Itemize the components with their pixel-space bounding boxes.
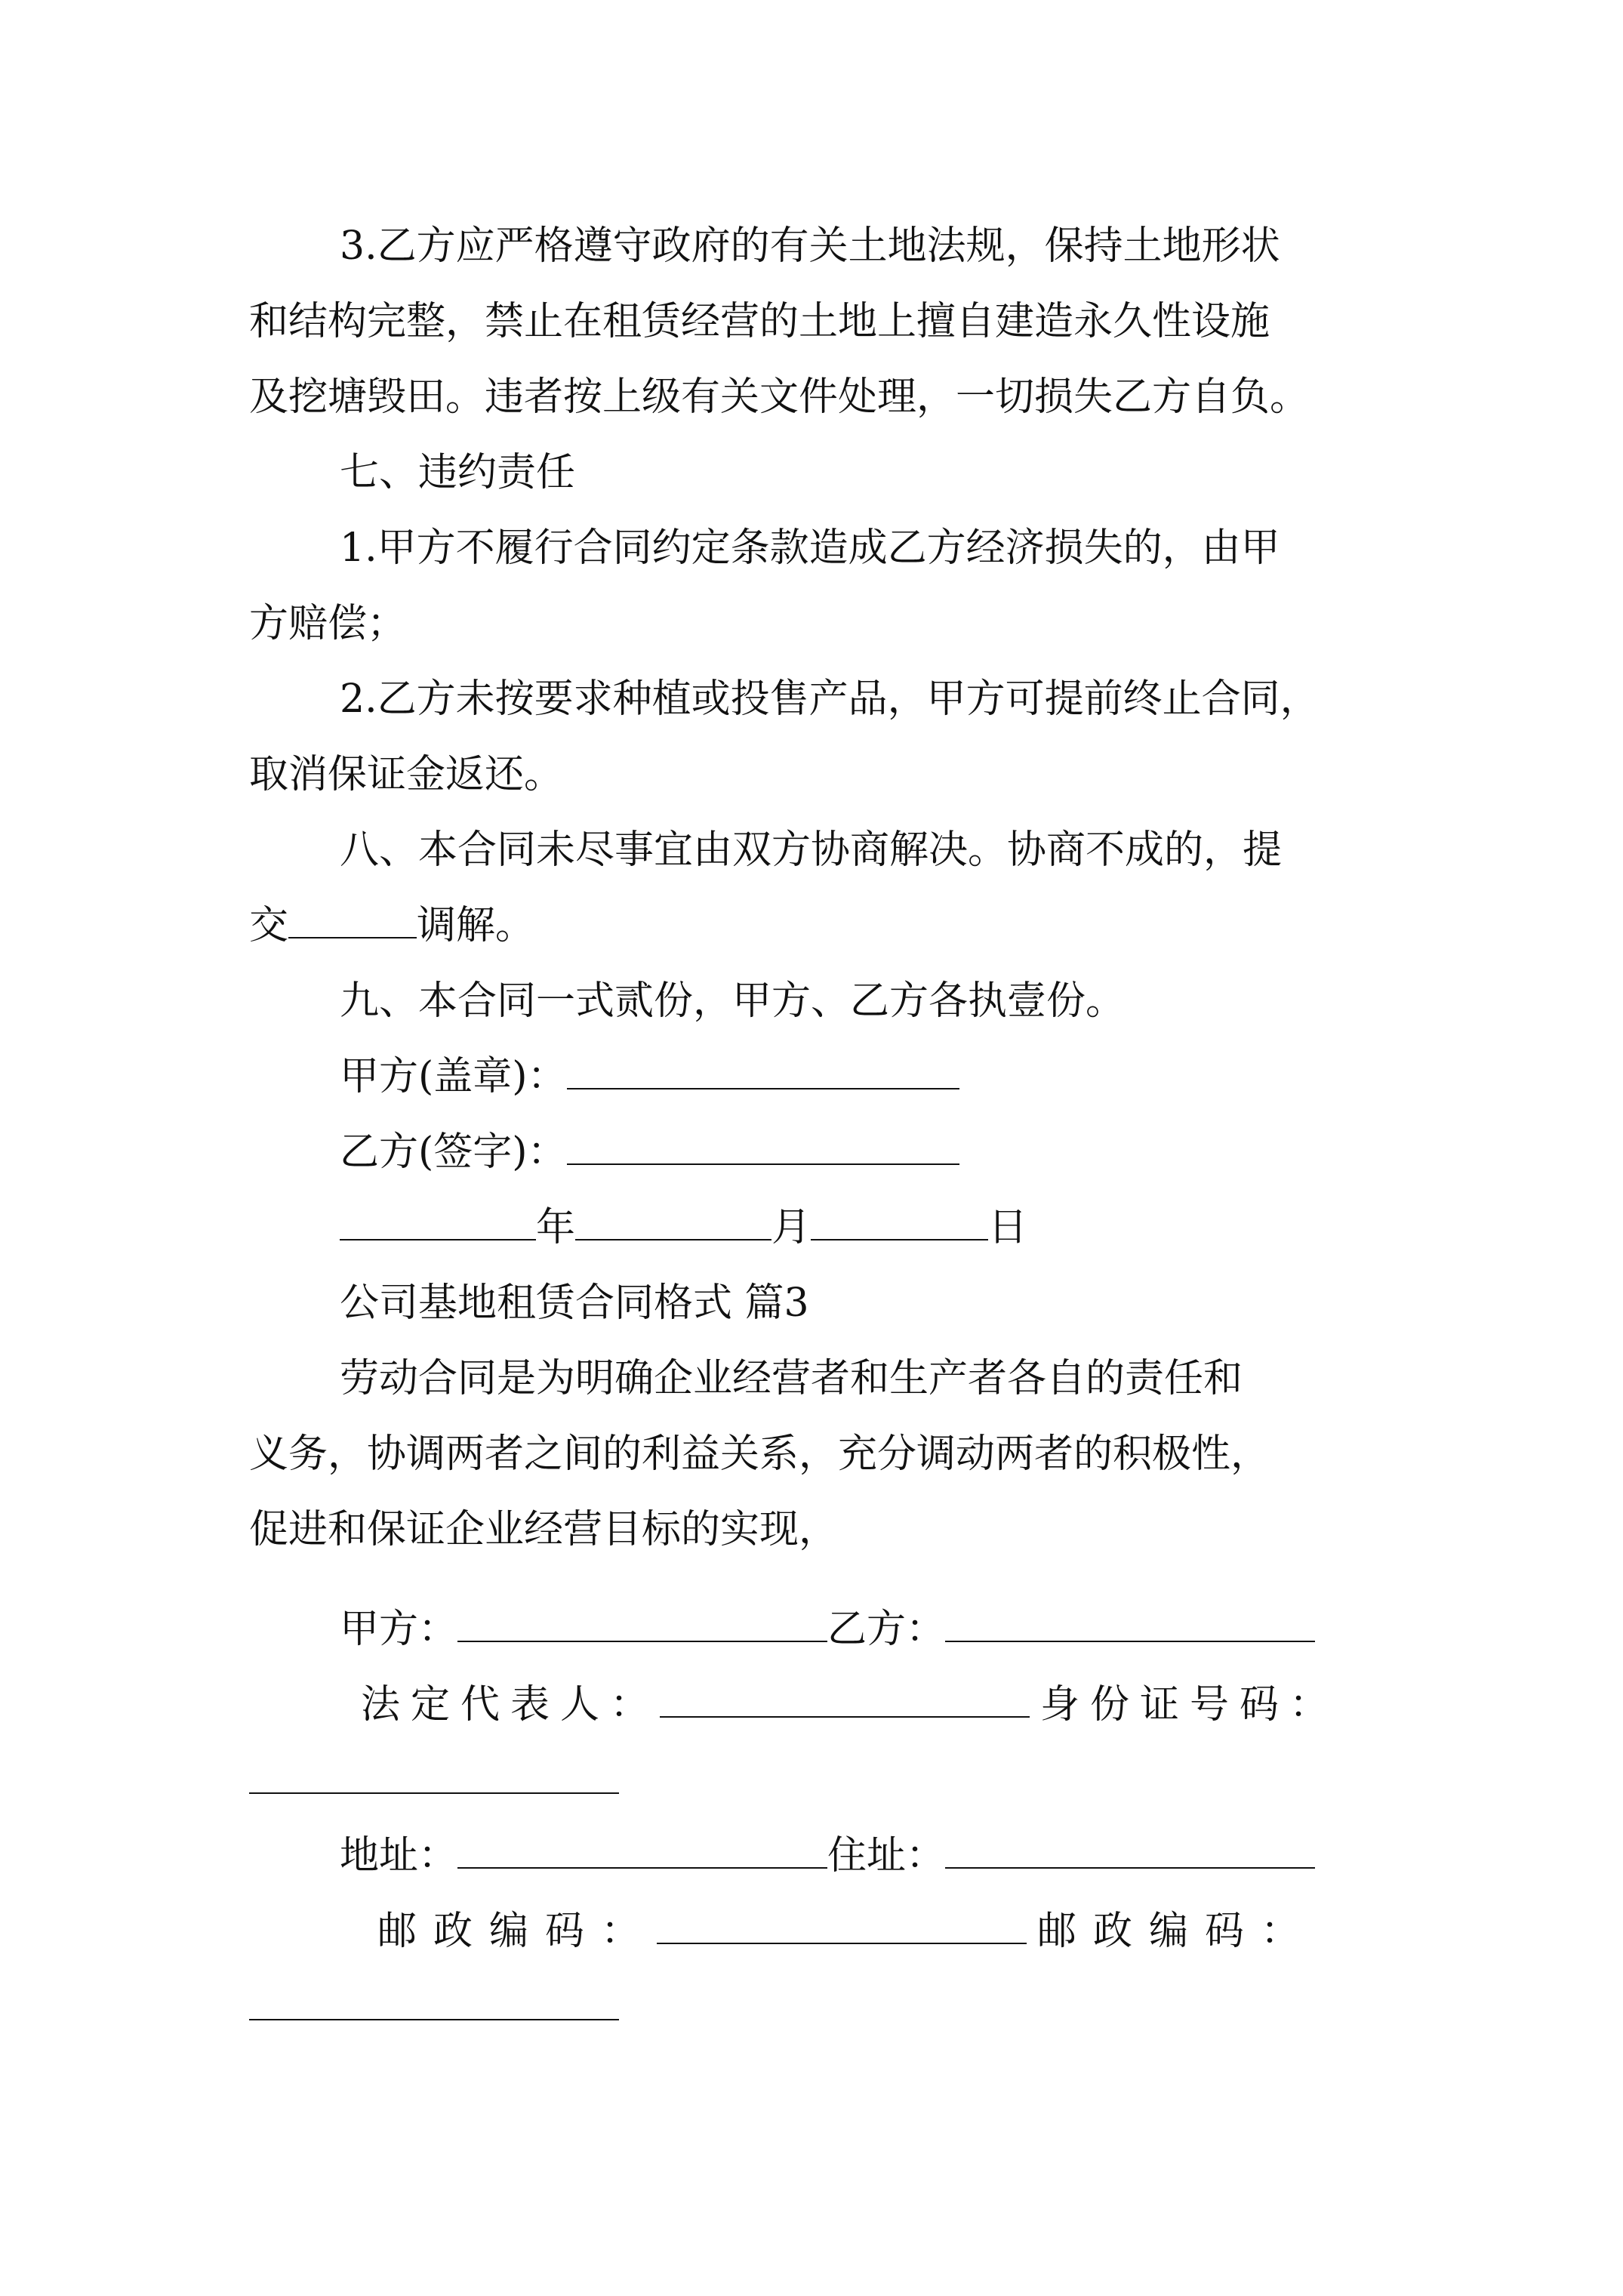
party-b-blank[interactable] — [945, 1607, 1315, 1642]
paragraph-line: 及挖塘毁田。违者按上级有关文件处理，一切损失乙方自负。 — [249, 374, 1310, 420]
paragraph-line: 2.乙方未按要求种植或投售产品，甲方可提前终止合同， — [340, 676, 1320, 722]
paragraph-line: 八、本合同未尽事宜由双方协商解决。协商不成的，提 — [340, 827, 1283, 873]
paragraph-line: 义务，协调两者之间的利益关系，充分调动两者的积极性， — [249, 1432, 1270, 1477]
address-blank[interactable] — [457, 1834, 827, 1869]
date-line — [340, 1205, 1472, 1250]
party-b-label: 乙方： — [827, 1607, 946, 1652]
party-a-blank[interactable] — [457, 1607, 827, 1642]
postcode-blank[interactable] — [249, 2019, 619, 2020]
signature-label: 乙方(签字)： — [340, 1130, 567, 1175]
party-line — [340, 1607, 1472, 1652]
postcode-label: 邮政编码： — [1037, 1909, 1317, 1954]
postcode-blank[interactable] — [657, 1909, 1027, 1944]
month-blank[interactable] — [575, 1206, 771, 1240]
legal-rep-line — [361, 1682, 1381, 1727]
address-label: 地址： — [340, 1833, 458, 1878]
residence-blank[interactable] — [945, 1834, 1315, 1869]
signature-blank[interactable] — [567, 1055, 959, 1089]
date-month-label: 月 — [771, 1205, 812, 1250]
paragraph-text: 交 — [249, 903, 289, 948]
section-heading: 七、违约责任 — [340, 450, 576, 495]
signature-line — [340, 1130, 1472, 1175]
postcode-label: 邮政编码： — [377, 1909, 658, 1954]
legal-rep-blank[interactable] — [660, 1683, 1030, 1718]
signature-blank[interactable] — [567, 1130, 959, 1165]
party-a-label: 甲方： — [340, 1607, 458, 1652]
paragraph-line: 3.乙方应严格遵守政府的有关土地法规，保持土地形状 — [340, 223, 1280, 269]
paragraph-line: 促进和保证企业经营目标的实现， — [249, 1507, 839, 1552]
article-heading: 公司基地租赁合同格式 篇3 — [340, 1281, 809, 1326]
paragraph-line — [249, 903, 1381, 948]
signature-line — [340, 1054, 1472, 1099]
paragraph-line: 1.甲方不履行合同约定条款造成乙方经济损失的，由甲 — [340, 525, 1280, 571]
signature-label: 甲方(盖章)： — [340, 1054, 567, 1099]
id-number-label: 身份证号码： — [1040, 1682, 1340, 1727]
year-blank[interactable] — [340, 1206, 536, 1240]
id-number-blank[interactable] — [249, 1792, 619, 1794]
paragraph-line: 取消保证金返还。 — [249, 752, 564, 797]
address-line — [340, 1833, 1472, 1878]
paragraph-line: 劳动合同是为明确企业经营者和生产者各自的责任和 — [340, 1356, 1243, 1401]
paragraph-line: 和结构完整，禁止在租赁经营的土地上擅自建造永久性设施 — [249, 299, 1270, 344]
legal-rep-label: 法定代表人： — [361, 1682, 661, 1727]
residence-label: 住址： — [827, 1833, 946, 1878]
paragraph-text: 调解。 — [417, 903, 535, 948]
date-day-label: 日 — [988, 1205, 1028, 1250]
day-blank[interactable] — [811, 1206, 988, 1240]
paragraph-line: 九、本合同一式贰份，甲方、乙方各执壹份。 — [340, 978, 1126, 1024]
fill-blank[interactable] — [288, 904, 417, 938]
paragraph-line: 方赔偿； — [249, 601, 407, 646]
date-year-label: 年 — [536, 1205, 576, 1250]
postcode-line — [377, 1909, 1381, 1954]
